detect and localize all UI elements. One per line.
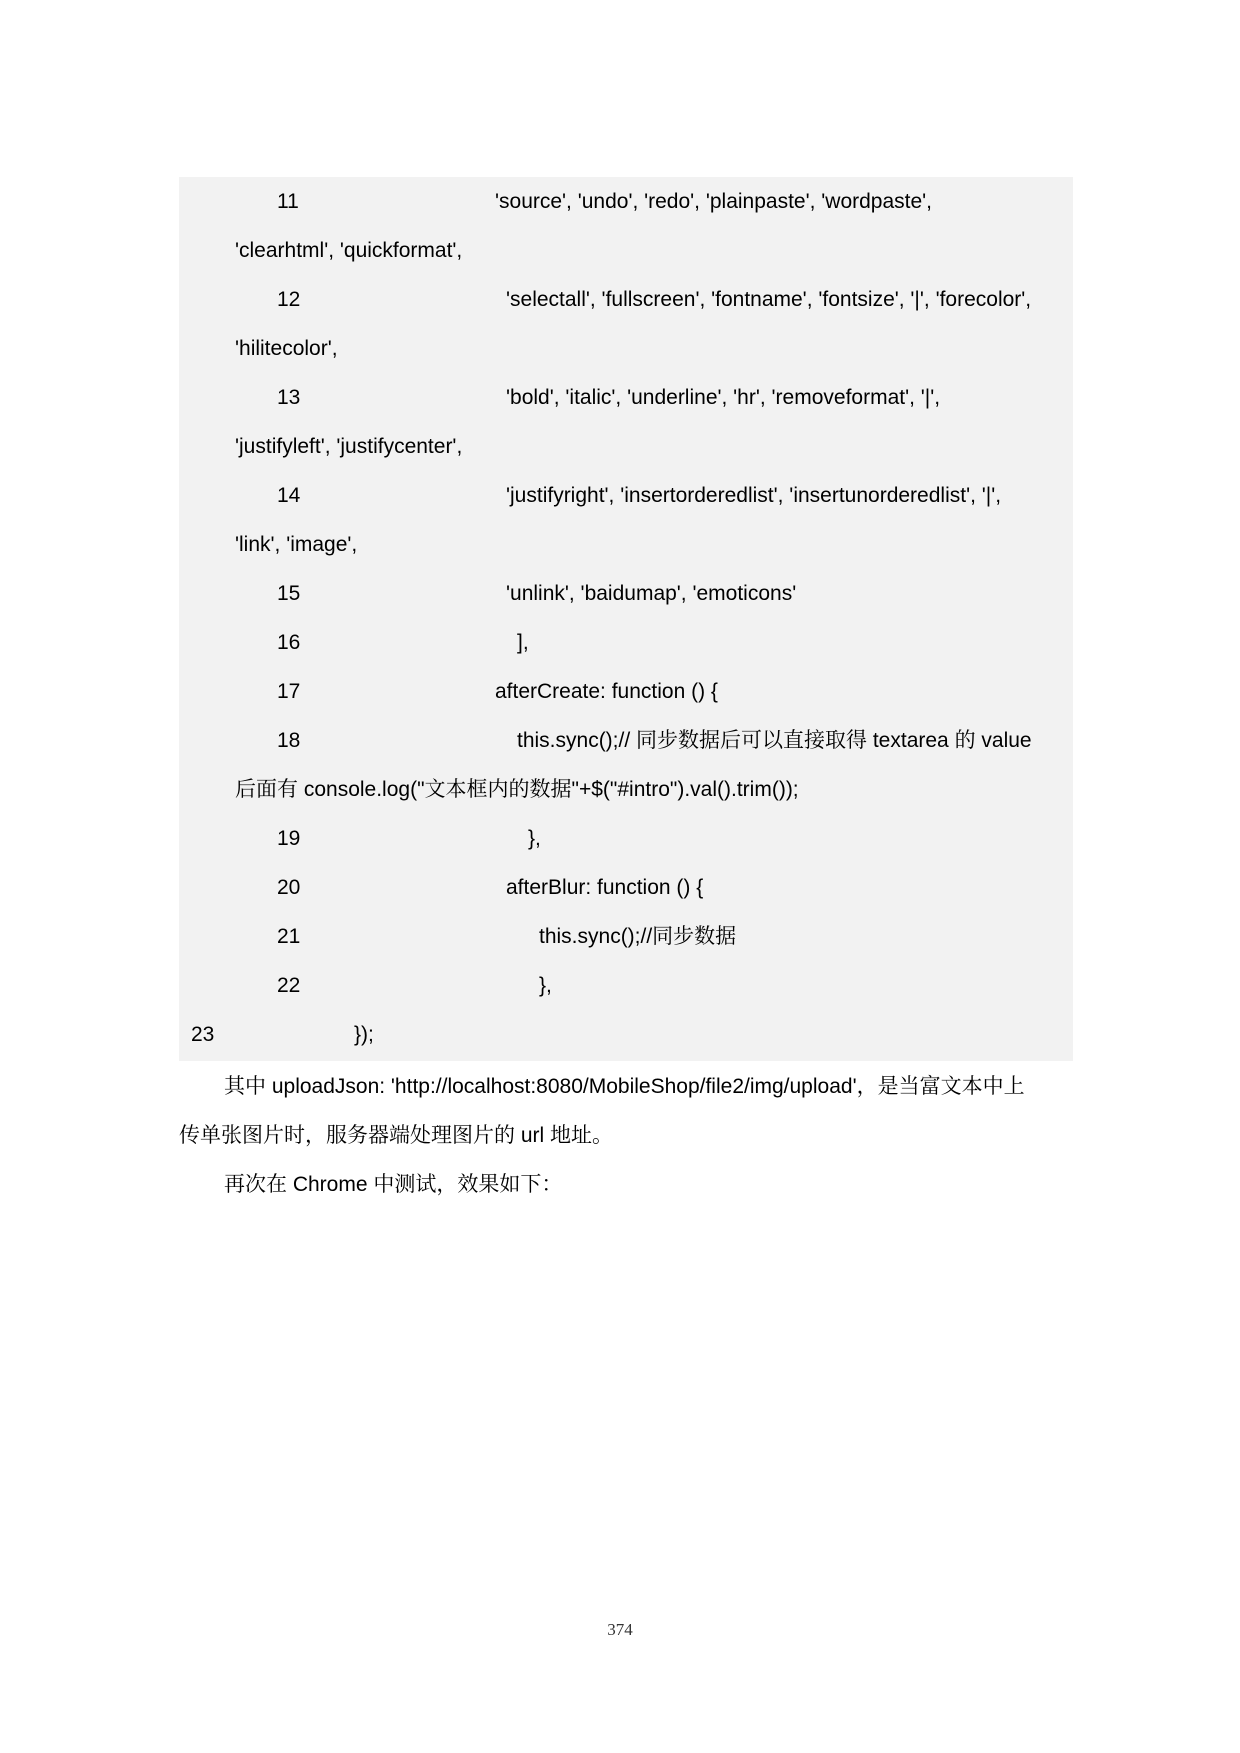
line-number: 15 [277,582,301,605]
code-text: 'link', 'image', [235,533,358,556]
line-number: 23 [191,1023,215,1046]
code-line [179,716,1073,765]
code-line-wrap [179,520,1073,569]
code-line [179,471,1073,520]
page-number: 374 [607,1620,633,1639]
code-text: 'justifyright', 'insertorderedlist', 'insertunorderedlist', '|', [506,484,1002,507]
code-line [179,569,1073,618]
code-text: 'bold', 'italic', 'underline', 'hr', 'removeformat', '|', [506,386,941,409]
code-line [179,814,1073,863]
code-text: afterBlur: function () { [506,876,704,899]
code-line [179,961,1073,1010]
code-text: 'selectall', 'fullscreen', 'fontname', 'fontsize', '|', 'forecolor', [506,288,1032,311]
code-text: 'clearhtml', 'quickformat', [235,239,463,262]
code-line [179,373,1073,422]
code-text: 'justifyleft', 'justifycenter', [235,435,463,458]
code-text: }, [528,827,541,850]
code-line-wrap [179,324,1073,373]
line-number: 13 [277,386,301,409]
code-text: 后面有 console.log("文本框内的数据"+$("#intro").val().trim()); [235,778,799,801]
code-line [179,618,1073,667]
code-text: 'unlink', 'baidumap', 'emoticons' [506,582,797,605]
code-line [179,1010,1073,1059]
line-number: 21 [277,925,301,948]
code-line [179,275,1073,324]
code-line [179,912,1073,961]
code-text: this.sync();// 同步数据后可以直接取得 textarea 的 value [517,729,1032,752]
code-block [179,177,1073,1061]
code-text: afterCreate: function () { [495,680,718,703]
code-line-wrap [179,765,1073,814]
code-line-wrap [179,422,1073,471]
code-line [179,177,1073,226]
code-text: }, [539,974,552,997]
line-number: 16 [277,631,301,654]
code-text: ], [517,631,529,654]
line-number: 20 [277,876,301,899]
code-line [179,863,1073,912]
code-text: }); [354,1023,374,1046]
code-text: 'hilitecolor', [235,337,338,360]
line-number: 19 [277,827,301,850]
code-text: 'source', 'undo', 'redo', 'plainpaste', 'wordpaste', [495,190,933,213]
code-line-wrap [179,226,1073,275]
line-number: 12 [277,288,301,311]
code-line [179,667,1073,716]
paragraph-line: 传单张图片时，服务器端处理图片的 url 地址。 [179,1124,614,1147]
paragraph-line: 其中 uploadJson: 'http://localhost:8080/MobileShop/file2/img/upload'，是当富文本中上 [224,1075,1025,1098]
line-number: 22 [277,974,301,997]
line-number: 14 [277,484,301,507]
line-number: 17 [277,680,301,703]
line-number: 11 [277,190,299,213]
paragraph: 再次在 Chrome 中测试，效果如下： [224,1173,563,1196]
code-text: this.sync();//同步数据 [539,925,737,948]
line-number: 18 [277,729,301,752]
